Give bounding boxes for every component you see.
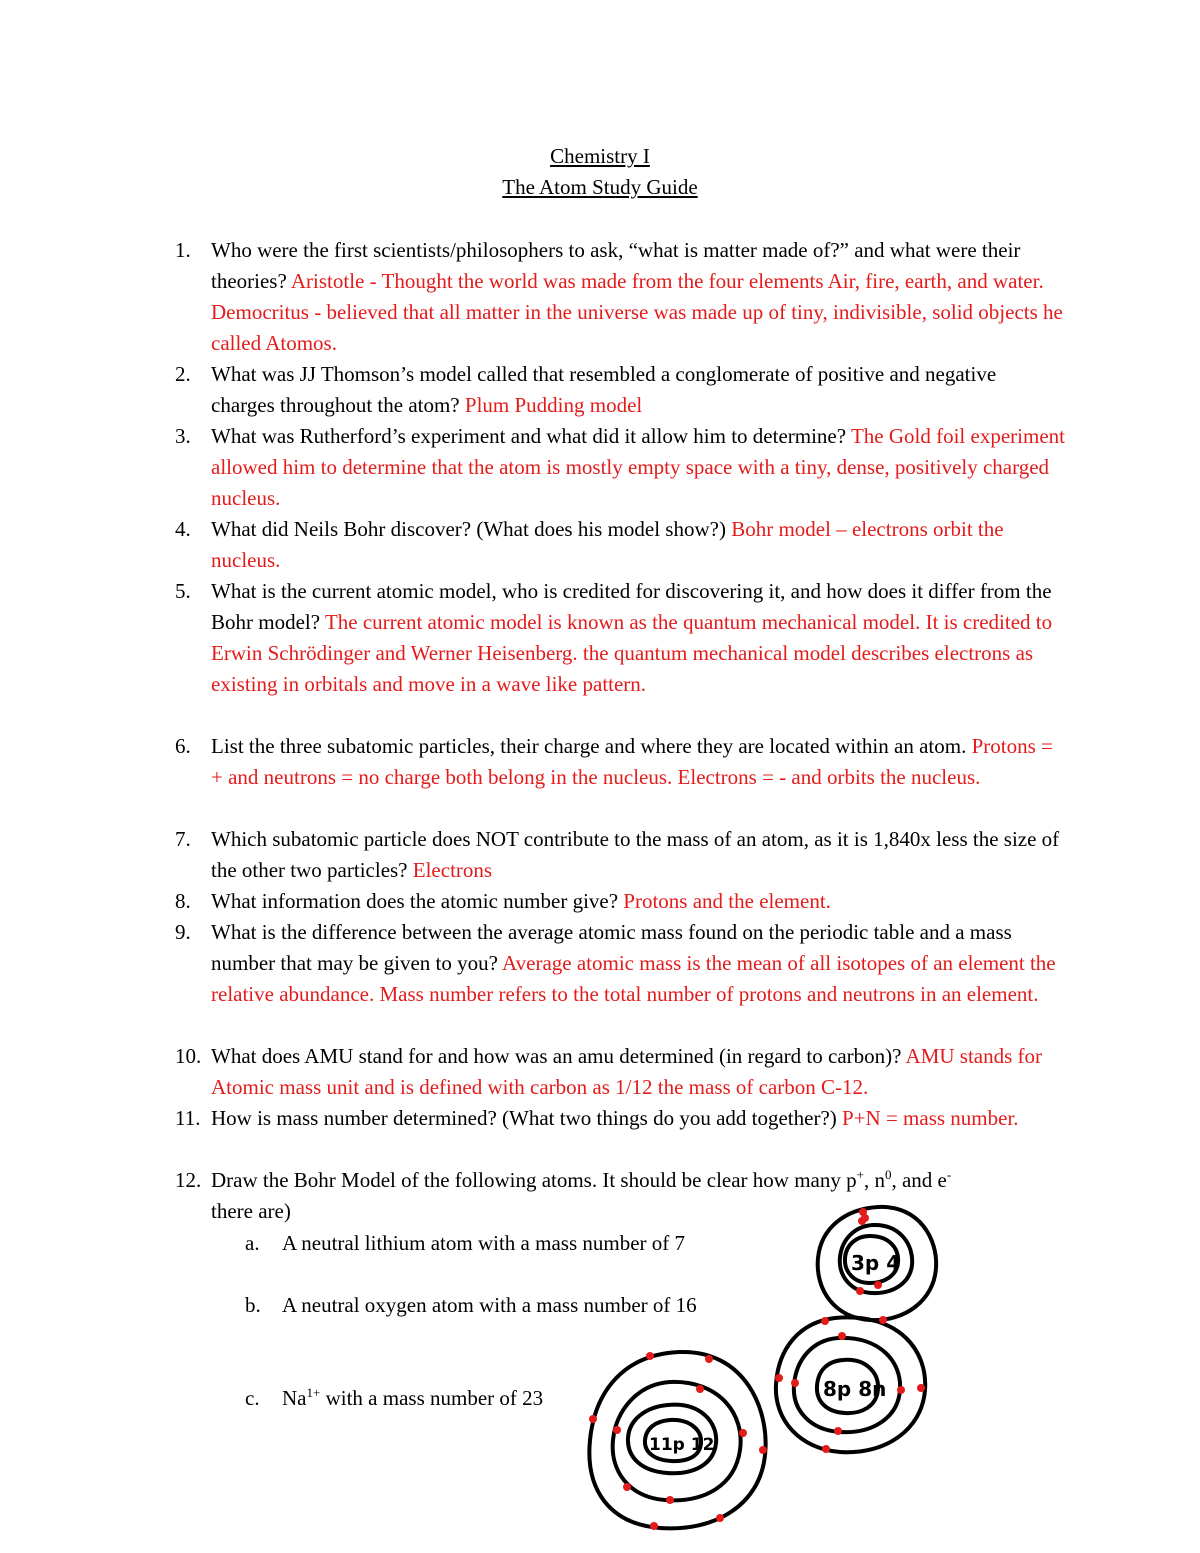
question-4 (175, 514, 1065, 576)
question-8 (175, 886, 1065, 917)
electron (821, 1317, 829, 1325)
question-text: What was JJ Thomson’s model called that resembled a conglomerate of positive and negative charges throughout the atom? (211, 362, 997, 417)
question-number: 6. (175, 734, 191, 758)
question-number: 7. (175, 827, 191, 851)
question-10 (175, 1041, 1065, 1103)
answer-text: Bohr model – electrons orbit the nucleus. (211, 517, 1004, 572)
answer-text: Protons and the element. (623, 889, 831, 913)
question-text: What was Rutherford’s experiment and what did it allow him to determine? (211, 424, 847, 448)
electron (739, 1429, 747, 1437)
electron (589, 1415, 597, 1423)
question-number: 9. (175, 920, 191, 944)
subitem-a: a. A neutral lithium atom with a mass number of 7 (245, 1231, 686, 1255)
electron (696, 1385, 704, 1393)
sodium-bohr-model (589, 1352, 765, 1528)
question-text: What is the difference between the average atomic mass found on the periodic table and a mass number that may be given to you? (211, 920, 1012, 975)
page-title: Chemistry I (550, 144, 650, 168)
question-text: Draw the Bohr Model of the following atoms. It should be clear how many p+, $n^0$, and e- there are) (211, 1167, 952, 1223)
question-number: 2. (175, 362, 191, 386)
question-text: How is mass number determined? (What two things do you add together?) (211, 1106, 837, 1130)
answer-text: Protons = + and neutrons = no charge both belong in the nucleus. Electrons = - and orbits the nucleus. (211, 734, 1053, 789)
question-number: 12. (175, 1168, 202, 1192)
electron (775, 1374, 783, 1382)
electron (879, 1316, 887, 1324)
question-1 (175, 235, 1065, 359)
question-12 (175, 1165, 1065, 1227)
lithium-nucleus-label: 3p 4 (851, 1251, 901, 1275)
question-text: What information does the atomic number give? (211, 889, 619, 913)
oxygen-bohr-model (776, 1317, 925, 1452)
sodium-nucleus-label: 11p 12 (649, 1435, 715, 1455)
electron (716, 1514, 724, 1522)
electron (666, 1496, 674, 1504)
electron (650, 1522, 658, 1530)
question-text: What did Neils Bohr discover? (What does his model show?) (211, 517, 726, 541)
question-text: What does AMU stand for and how was an amu determined (in regard to carbon)? (211, 1044, 902, 1068)
answer-text: AMU stands for Atomic mass unit and is defined with carbon as 1/12 the mass of carbon C-12. (211, 1044, 1043, 1099)
electron (822, 1445, 830, 1453)
question-text: Which subatomic particle does NOT contribute to the mass of an atom, as it is 1,840x less the size of the other two particles? (211, 827, 1060, 882)
question-number: 10. (175, 1044, 202, 1068)
question-9 (175, 917, 1065, 1010)
page-subtitle: The Atom Study Guide (502, 175, 698, 199)
electron (623, 1483, 631, 1491)
answer-text: Plum Pudding model (464, 393, 643, 417)
question-5 (175, 576, 1065, 700)
subitem-c: c. $Na^{1+}$ with a mass number of 23 (245, 1385, 544, 1410)
answer-text: Electrons (412, 858, 493, 882)
question-text: What is the current atomic model, who is credited for discovering it, and how does it differ from the Bohr model? (211, 579, 1052, 634)
answer-text: Average atomic mass is the mean of all isotopes of an element the relative abundance. Mass number refers to the total number of protons and neutrons in an element. (211, 951, 1056, 1006)
answer-text: The Gold foil experiment allowed him to determine that the atom is mostly empty space with a tiny, dense, positively charged nucleus. (211, 424, 1065, 510)
question-number: 3. (175, 424, 191, 448)
question-number: 8. (175, 889, 191, 913)
question-2 (175, 359, 1065, 421)
electron (874, 1281, 882, 1289)
electron (791, 1379, 799, 1387)
answer-text: The current atomic model is known as the quantum mechanical model. It is credited to Erwin Schrödinger and Werner Heisenberg. the quantum mechanical model describes electrons as existing in orbitals and move in a wave like pattern. (211, 610, 1053, 696)
question-6 (175, 731, 1065, 793)
subitem-b: b. A neutral oxygen atom with a mass number of 16 (245, 1293, 697, 1317)
question-7 (175, 824, 1065, 886)
question-text: List the three subatomic particles, their charge and where they are located within an atom. (211, 734, 967, 758)
electron (834, 1427, 842, 1435)
electron (856, 1287, 864, 1295)
electron (613, 1426, 621, 1434)
oxygen-nucleus-label: 8p 8n (823, 1377, 887, 1401)
electron (705, 1355, 713, 1363)
question-number: 1. (175, 238, 191, 262)
question-number: 4. (175, 517, 191, 541)
electron (897, 1386, 905, 1394)
question-number: 5. (175, 579, 191, 603)
electron (838, 1332, 846, 1340)
electron (646, 1352, 654, 1360)
question-text: Who were the first scientists/philosophers to ask, “what is matter made of?” and what were their theories? (211, 238, 1021, 293)
answer-text: Aristotle - Thought the world was made from the four elements Air, fire, earth, and water. Democritus - believed that all matter in the universe was made up of tiny, indivisible, solid objects he called Atomos. (211, 269, 1063, 355)
electron (917, 1384, 925, 1392)
question-11 (175, 1103, 1065, 1134)
question-3 (175, 421, 1065, 514)
electron (759, 1446, 767, 1454)
answer-text: P+N = mass number. (842, 1106, 1019, 1130)
question-number: 11. (175, 1106, 201, 1130)
